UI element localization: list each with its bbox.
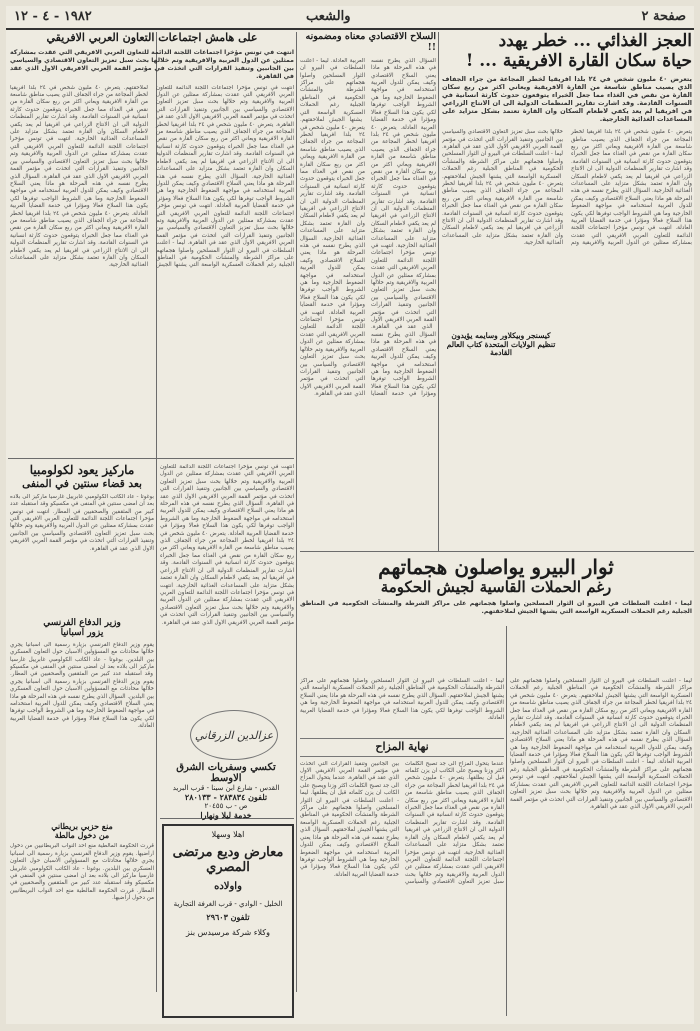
headline: نهاية المزاح [300,738,504,757]
body-text: انتهت في تونس مؤخرا اجتماعات اللجنة الدائمة للتعاون العربي الافريقي التي عقدت بمشاركة ممثلين عن الدول العربية والافريقية وتم خلالها بحث سبل تعزيز التعاون الاقتصادي والسياسي بين الجانبين وتنفيذ القرارات التي اتخذت في مؤتمر القمة العربي الافريقي الاول الذي عقد في القاهرة. [160,464,294,508]
body-text: انتهت في تونس مؤخرا اجتماعات اللجنة الدائمة للتعاون العربي الافريقي التي عقدت بمشاركة ممثلين عن الدول العربية والافريقية وتم خلالها بحث سبل تعزيز التعاون الاقتصادي والسياسي بين الجانبين وتنفيذ القرارات التي اتخذت في مؤتمر القمة العربي الافريقي الاول الذي عقد في القاهرة. [371,243,436,331]
column-divider [438,32,439,552]
article-spain-minister [10,618,154,818]
body-text: يتعرض ٤٠ مليون شخص في ٢٤ بلدا افريقيا لخطر المجاعة من جراء الجفاف الذي يصيب مناطق شاسعة من القارة الافريقية ويعاني اكثر من ربع سكان القارة من نقص في الغذاء مما جعل الخبراء يتوقعون حدوث كارثة انسانية في السنوات القادمة. وقد اشارت تقارير المنظمات الدولية الى ان الانتاج الزراعي في افريقيا لم يعد يكفي لاطعام السكان وان القارة تعتمد بشكل متزايد على المساعدات الغذائية الخارجية. [510,692,692,736]
ad-address: الخليل - الوادي - قرب الغرفة التجارية [173,900,283,908]
body-text: يقوم وزير الدفاع الفرنسي بزيارة رسمية الى اسبانيا يجري خلالها محادثات مع المسؤولين الاسبان حول التعاون العسكري بين البلدين. [10,678,154,700]
body-text: يتعرض ٤٠ مليون شخص في ٢٤ بلدا افريقيا لخطر المجاعة من جراء الجفاف الذي يصيب مناطق شاسعة من القارة الافريقية ويعاني اكثر من ربع سكان القارة من نقص في الغذاء مما جعل الخبراء يتوقعون حدوث كارثة انسانية في السنوات القادمة. وقد اشارت تقارير المنظمات الدولية الى ان الانتاج الزراعي في افريقيا لم يعد يكفي لاطعام السكان وان القارة تعتمد بشكل متزايد على المساعدات الغذائية الخارجية. [442,180,563,247]
article-intro: ليما - اعلنت السلطات في البيرو ان الثوار المسلحين واصلوا هجماتهم على مراكز الشرطة والمنشآت الحكومية في المناطق الجبلية رغم الحملات العسكرية الواسعة التي يشنها الجيش لملاحقتهم. [300,600,692,616]
body-text: قررت الحكومة المالطية منع احد النواب البريطانيين من دخول اراضيها. [10,887,154,902]
body-text: السؤال الذي يطرح نفسه في هذه المرحلة هو ماذا يعني السلاح الاقتصادي وكيف يمكن للدول العربية استخدامه في مواجهة الضغوط الخارجية وما هي الشروط الواجب توفرها لكي يكون هذا السلاح فعالا ومؤثرا في خدمة القضايا العربية العادلة. [300,827,399,878]
issue-date: ١٩٨٢ - ٤ - ١٢ [14,9,92,24]
body-text: انتهت في تونس مؤخرا اجتماعات اللجنة الدائمة للتعاون العربي الافريقي التي عقدت بمشاركة ممثلين عن الدول العربية والافريقية وتم خلالها بحث سبل تعزيز التعاون الاقتصادي والسياسي بين الجانبين وتنفيذ القرارات التي اتخذت في مؤتمر القمة العربي الافريقي الاول الذي عقد في القاهرة. [10,136,149,180]
body-text: السؤال الذي يطرح نفسه في هذه المرحلة هو ماذا يعني السلاح الاقتصادي وكيف يمكن للدول العربية استخدامه في مواجهة الضغوط الخارجية وما هي الشروط الواجب توفرها لكي يكون هذا السلاح فعالا ومؤثرا في خدمة القضايا العربية العادلة. [371,57,436,131]
body-text: انتهت في تونس مؤخرا اجتماعات اللجنة الدائمة للتعاون العربي الافريقي التي عقدت بمشاركة ممثلين عن الدول العربية والافريقية وتم خلالها بحث سبل تعزيز التعاون الاقتصادي والسياسي بين الجانبين وتنفيذ القرارات التي اتخذت في مؤتمر القمة العربي الافريقي الاول الذي عقد في القاهرة. [160,582,294,626]
ad-phone: تلفون ٢٩٦٠٣ [206,912,250,922]
body-text: ليما - اعلنت السلطات في البيرو ان الثوار المسلحين واصلوا هجماتهم على مراكز الشرطة والمنشآت الحكومية في المناطق الجبلية رغم الحملات العسكرية الواسعة التي يشنها الجيش لملاحقتهم. [510,678,692,699]
body-text: يتعرض ٤٠ مليون شخص في ٢٤ بلدا افريقيا لخطر المجاعة من جراء الجفاف الذي يصيب مناطق شاسعة من القارة الافريقية ويعاني اكثر من ربع سكان القارة من نقص في الغذاء مما جعل الخبراء يتوقعون حدوث كارثة انسانية في السنوات القادمة. وقد اشارت تقارير المنظمات الدولية الى ان الانتاج الزراعي في افريقيا لم يعد يكفي لاطعام السكان وان القارة تعتمد بشكل متزايد على المساعدات الغذائية الخارجية. [300,124,365,242]
body-text: السؤال الذي يطرح نفسه في هذه المرحلة هو ماذا يعني السلاح الاقتصادي وكيف يمكن للدول العربية استخدامه في مواجهة الضغوط الخارجية وما هي الشروط الواجب توفرها لكي يكون هذا السلاح فعالا ومؤثرا في خدمة القضايا العربية العادلة. [510,737,692,766]
body-text: يتعرض ٤٠ مليون شخص في ٢٤ بلدا افريقيا لخطر المجاعة من جراء الجفاف الذي يصيب مناطق شاسعة من القارة الافريقية ويعاني اكثر من ربع سكان القارة من نقص في الغذاء مما جعل الخبراء يتوقعون حدوث كارثة انسانية في السنوات القادمة. وقد اشارت تقارير المنظمات الدولية الى ان الانتاج الزراعي في افريقيا لم يعد يكفي لاطعام السكان وان القارة تعتمد بشكل متزايد على المساعدات الغذائية الخارجية. [156,121,294,180]
body-text: يتعرض ٤٠ مليون شخص في ٢٤ بلدا افريقيا لخطر المجاعة من جراء الجفاف الذي يصيب مناطق شاسعة من القارة الافريقية ويعاني اكثر من ربع سكان القارة من نقص في الغذاء مما جعل الخبراء يتوقعون حدوث كارثة انسانية في السنوات القادمة. وقد اشارت تقارير المنظمات الدولية الى ان الانتاج الزراعي في افريقيا لم يعد يكفي لاطعام السكان وان القارة تعتمد بشكل متزايد على المساعدات الغذائية الخارجية. [571,129,692,195]
body-text: السؤال الذي يطرح نفسه في هذه المرحلة هو ماذا يعني السلاح الاقتصادي وكيف يمكن للدول العربية استخدامه في مواجهة الضغوط الخارجية وما هي الشروط الواجب توفرها لكي يكون هذا السلاح فعالا ومؤثرا في خدمة القضايا العربية العادلة. [156,173,294,210]
body-text: يتعرض ٤٠ مليون شخص في ٢٤ بلدا افريقيا لخطر المجاعة من جراء الجفاف الذي يصيب مناطق شاسعة من القارة الافريقية ويعاني اكثر من ربع سكان القارة من نقص في الغذاء مما جعل الخبراء يتوقعون حدوث كارثة انسانية في السنوات القادمة. وقد اشارت تقارير المنظمات الدولية الى ان الانتاج الزراعي في افريقيا لم يعد يكفي لاطعام السكان وان القارة تعتمد بشكل متزايد على المساعدات الغذائية الخارجية. [10,210,148,269]
ad-service: خدمة ليلا ونهارا [200,810,252,820]
body-text: ليما - اعلنت السلطات في البيرو ان الثوار المسلحين واصلوا هجماتهم على مراكز الشرطة والمنشآت الحكومية في المناطق الجبلية رغم الحملات العسكرية الواسعة التي يشنها الجيش لملاحقتهم. [120,84,294,269]
section-divider [8,458,294,459]
ad-title: معارض وديع مرتضى المصري [172,845,284,875]
body-text: يقوم وزير الدفاع الفرنسي بزيارة رسمية الى اسبانيا يجري خلالها محادثات مع المسؤولين الاسبان حول التعاون العسكري بين البلدين. [10,641,154,663]
body-text: السؤال الذي يطرح نفسه في هذه المرحلة هو ماذا يعني السلاح الاقتصادي وكيف يمكن للدول العربية استخدامه في مواجهة الضغوط الخارجية وما هي الشروط الواجب توفرها لكي يكون هذا السلاح فعالا ومؤثرا في خدمة القضايا العربية العادلة. [571,188,692,232]
article-body [300,678,504,734]
headline: وزير الدفاع الفرنسي [43,618,121,628]
body-text: انتهت في تونس مؤخرا اجتماعات اللجنة الدائمة للتعاون العربي الافريقي التي عقدت بمشاركة ممثلين عن الدول العربية والافريقية وتم خلالها بحث سبل تعزيز التعاون الاقتصادي والسياسي بين الجانبين وتنفيذ القرارات التي اتخذت في مؤتمر القمة العربي الافريقي الاول الذي عقد في القاهرة. [10,508,154,552]
body-text: ليما - اعلنت السلطات في البيرو ان الثوار المسلحين واصلوا هجماتهم على مراكز الشرطة والمنشآت الحكومية في المناطق الجبلية رغم الحملات العسكرية الواسعة التي يشنها الجيش لملاحقتهم. [300,57,365,124]
newspaper-name: والشعب [306,9,351,24]
body-text: بوغوتا - عاد الكاتب الكولومبي غابرييل غارسيا ماركيز الى بلاده بعد ان امضى سنتين في المنفى في مكسيكو وقد استقبله عدد كبير من المثقفين والصحفيين في المطار. [10,656,154,678]
article-column [300,678,504,1018]
article-body [10,85,294,445]
headline: رغم الحملات القاسية لجيش الحكومة [380,578,612,596]
body-text: يتعرض ٤٠ مليون شخص في ٢٤ بلدا افريقيا لخطر المجاعة من جراء الجفاف الذي يصيب مناطق شاسعة من القارة الافريقية ويعاني اكثر من ربع سكان القارة من نقص في الغذاء مما جعل الخبراء يتوقعون حدوث كارثة انسانية في السنوات القادمة. وقد اشارت تقارير المنظمات الدولية الى ان الانتاج الزراعي في افريقيا لم يعد يكفي لاطعام السكان وان القارة تعتمد بشكل متزايد على المساعدات الغذائية الخارجية. [405,775,504,856]
headline: العجز الغذائي ... خطر يهدد [498,32,692,51]
article-body [300,761,504,1013]
headline: منع حزبي بريطاني [51,822,113,831]
body-text: يقوم وزير الدفاع الفرنسي بزيارة رسمية الى اسبانيا يجري خلالها محادثات مع المسؤولين الاسبان حول التعاون العسكري بين البلدين. [10,850,154,872]
column-divider [296,32,297,992]
body-text: انتهت في تونس مؤخرا اجتماعات اللجنة الدائمة للتعاون العربي الافريقي التي عقدت بمشاركة ممثلين عن الدول العربية والافريقية وتم خلالها بحث سبل تعزيز التعاون الاقتصادي والسياسي بين الجانبين وتنفيذ القرارات التي اتخذت في مؤتمر القمة العربي الافريقي الاول الذي عقد في القاهرة. [300,309,365,398]
body-text: السؤال الذي يطرح نفسه في هذه المرحلة هو ماذا يعني السلاح الاقتصادي وكيف يمكن للدول العربية استخدامه في مواجهة الضغوط الخارجية وما هي الشروط الواجب توفرها لكي يكون هذا السلاح فعالا ومؤثرا في خدمة القضايا العربية العادلة. [300,692,504,722]
body-text: انتهت في تونس مؤخرا اجتماعات اللجنة الدائمة للتعاون العربي الافريقي التي عقدت بمشاركة ممثلين عن الدول العربية والافريقية وتم خلالها بحث سبل تعزيز التعاون الاقتصادي والسياسي بين الجانبين وتنفيذ القرارات التي اتخذت في مؤتمر القمة العربي الافريقي الاول الذي عقد في القاهرة. [510,774,692,810]
ad-title: تكسي وسفريات الشرق الاوسط [176,762,276,784]
article-intro: انتهت في تونس مؤخرا اجتماعات اللجنة الدائمة للتعاون العربي الافريقي التي عقدت بمشاركة ممثلين عن الدول العربية والافريقية وتم خلالها بحث سبل تعزيز التعاون الاقتصادي والسياسي بين الجانبين وتنفيذ القرارات التي اتخذت في مؤتمر القمة العربي الافريقي الاول الذي عقد في القاهرة. [10,48,294,80]
ad-welcome: اهلا وسهلا [211,830,245,839]
body-text: قررت الحكومة المالطية منع احد النواب البريطانيين من دخول اراضيها. [10,843,154,857]
body-text: السؤال الذي يطرح نفسه في هذه المرحلة هو ماذا يعني السلاح الاقتصادي وكيف يمكن للدول العربية استخدامه في مواجهة الضغوط الخارجية وما هي الشروط الواجب توفرها لكي يكون هذا السلاح فعالا ومؤثرا في خدمة القضايا العربية العادلة. [328,57,436,398]
article-british-ban [10,822,154,1018]
article-body [160,464,294,704]
page-number: صفحة ٢ [641,9,686,24]
body-text: انتهت في تونس مؤخرا اجتماعات اللجنة الدائمة للتعاون العربي الافريقي التي عقدت بمشاركة ممثلين عن الدول العربية والافريقية وتم خلالها بحث سبل تعزيز التعاون الاقتصادي والسياسي بين الجانبين وتنفيذ القرارات التي اتخذت في مؤتمر القمة العربي الافريقي الاول الذي عقد في القاهرة. [156,84,294,128]
headline: حياة سكان القارة الافريقية ... ! [465,50,692,71]
body-text: ليما - اعلنت السلطات في البيرو ان الثوار المسلحين واصلوا هجماتهم على مراكز الشرطة والمنشآت الحكومية في المناطق الجبلية رغم الحملات العسكرية الواسعة التي يشنها الجيش لملاحقتهم. [300,678,504,699]
page-header [6,6,694,30]
newspaper-page [6,6,694,1024]
stamp-text: عزالدين الزرقاني [194,728,274,742]
body-text: السؤال الذي يطرح نفسه في هذه المرحلة هو ماذا يعني السلاح الاقتصادي وكيف يمكن للدول العربية استخدامه في مواجهة الضغوط الخارجية وما هي الشروط الواجب توفرها لكي يكون هذا السلاح فعالا ومؤثرا في خدمة القضايا العربية العادلة. [10,693,154,730]
body-text: بوغوتا - عاد الكاتب الكولومبي غابرييل غارسيا ماركيز الى بلاده بعد ان امضى سنتين في المنفى في مكسيكو وقد استقبله عدد كبير من المثقفين والصحفيين في المطار. [10,865,154,894]
article-body [10,494,154,604]
article-peru-body [510,678,692,1018]
body-text: ليما - اعلنت السلطات في البيرو ان الثوار المسلحين واصلوا هجماتهم على مراكز الشرطة والمنشآت الحكومية في المناطق الجبلية رغم الحملات العسكرية الواسعة التي يشنها الجيش لملاحقتهم. [300,790,399,834]
article-food-crisis [442,32,692,550]
article-intro: يتعرض ٤٠ مليون شخص في ٢٤ بلدا افريقيا لخطر المجاعة من جراء الجفاف الذي يصيب مناطق شاسعة من القارة الافريقية ويعاني اكثر من ربع سكان القارة من نقص في الغذاء مما جعل الخبراء يتوقعون حدوث كارثة انسانية في السنوات القادمة. وقد اشارت تقارير المنظمات الدولية الى ان الانتاج الزراعي في افريقيا لم يعد يكفي لاطعام السكان وان القارة تعتمد بشكل متزايد على المساعدات الغذائية الخارجية. [442,75,692,124]
article-body [300,58,436,548]
body-text: السؤال الذي يطرح نفسه في هذه المرحلة هو ماذا يعني السلاح الاقتصادي وكيف يمكن للدول العربية استخدامه في مواجهة الضغوط الخارجية وما هي الشروط الواجب توفرها لكي يكون هذا السلاح فعالا ومؤثرا في خدمة القضايا العربية العادلة. [10,173,148,217]
headline: من دخول مالطة [54,830,110,841]
body-text: يتعرض ٤٠ مليون شخص في ٢٤ بلدا افريقيا لخطر المجاعة من جراء الجفاف الذي يصيب مناطق شاسعة من القارة الافريقية ويعاني اكثر من ربع سكان القارة من نقص في الغذاء مما جعل الخبراء يتوقعون حدوث كارثة انسانية في السنوات القادمة. وقد اشارت تقارير المنظمات الدولية الى ان الانتاج الزراعي في افريقيا لم يعد يكفي لاطعام السكان وان القارة تعتمد بشكل متزايد على المساعدات الغذائية الخارجية. [10,84,148,143]
article-arms-economy [300,32,436,550]
article-arab-cooperation [10,32,294,456]
headline: بعد قضاء سنتين في المنفى [22,477,142,490]
subheadline: كيسنجر وبيكلاور وسايمه يؤيدون تنظيم الولايات المتحدة كتاب العالم القادمة [446,331,556,358]
headline: ماركيز يعود لكولومبيا [29,464,135,477]
article-body [10,642,154,812]
body-text: السؤال الذي يطرح نفسه في هذه المرحلة هو ماذا يعني السلاح الاقتصادي وكيف يمكن للدول العربية استخدامه في مواجهة الضغوط الخارجية وما هي الشروط الواجب توفرها لكي يكون هذا السلاح فعالا ومؤثرا في خدمة القضايا العربية العادلة. [160,501,294,537]
headline: يزور اسبانيا [60,628,104,639]
body-text: ليما - اعلنت السلطات في البيرو ان الثوار المسلحين واصلوا هجماتهم على مراكز الشرطة والمنشآت الحكومية في المناطق الجبلية رغم الحملات العسكرية الواسعة التي يشنها الجيش لملاحقتهم. [442,151,563,180]
headline: ثوار البيرو يواصلون هجماتهم [378,556,614,579]
ad-phone: تلفون ٢٨٣٨٣٤ - ٢٨٠١٣٣ [184,792,268,802]
ad-taxi [162,762,290,820]
article-body [510,678,692,1018]
article-continued [160,464,294,704]
column-divider [506,626,507,1016]
article-body [10,843,154,1013]
body-text: يتعرض ٤٠ مليون شخص في ٢٤ بلدا افريقيا لخطر المجاعة من جراء الجفاف الذي يصيب مناطق شاسعة من القارة الافريقية ويعاني اكثر من ربع سكان القارة من نقص في الغذاء مما جعل الخبراء يتوقعون حدوث كارثة انسانية في السنوات القادمة. وقد اشارت تقارير المنظمات الدولية الى ان الانتاج الزراعي في افريقيا لم يعد يكفي لاطعام السكان وان القارة تعتمد بشكل متزايد على المساعدات الغذائية الخارجية. [160,530,294,589]
ad-showroom [162,824,294,1018]
body-text: انتهت في تونس مؤخرا اجتماعات اللجنة الدائمة للتعاون العربي الافريقي التي عقدت بمشاركة ممثلين عن الدول العربية والافريقية وتم خلالها بحث سبل تعزيز التعاون الاقتصادي والسياسي بين الجانبين وتنفيذ القرارات التي اتخذت في مؤتمر القمة العربي الافريقي الاول الذي عقد في القاهرة. [442,129,692,247]
ad-agent: وكلاء شركة مرسيدس بنز [186,928,270,937]
body-text: بوغوتا - عاد الكاتب الكولومبي غابرييل غارسيا ماركيز الى بلاده بعد ان امضى سنتين في المنفى في مكسيكو وقد استقبله عدد كبير من المثقفين والصحفيين في المطار. [10,493,154,515]
article-body [442,129,692,429]
body-text: انتهت في تونس مؤخرا اجتماعات اللجنة الدائمة للتعاون العربي الافريقي التي عقدت بمشاركة ممثلين عن الدول العربية والافريقية وتم خلالها بحث سبل تعزيز التعاون الاقتصادي والسياسي بين الجانبين وتنفيذ القرارات التي اتخذت في مؤتمر القمة العربي الافريقي الاول الذي عقد في القاهرة. [300,760,504,886]
ad-address: القدس - شارع ابن سينا - قرب البريد [172,784,280,792]
body-text: يتعرض ٤٠ مليون شخص في ٢٤ بلدا افريقيا لخطر المجاعة من جراء الجفاف الذي يصيب مناطق شاسعة من القارة الافريقية ويعاني اكثر من ربع سكان القارة من نقص في الغذاء مما جعل الخبراء يتوقعون حدوث كارثة انسانية في السنوات القادمة. وقد اشارت تقارير المنظمات الدولية الى ان الانتاج الزراعي في افريقيا لم يعد يكفي لاطعام السكان وان القارة تعتمد بشكل متزايد على المساعدات الغذائية الخارجية. [371,124,436,249]
body-text: ليما - اعلنت السلطات في البيرو ان الثوار المسلحين واصلوا هجماتهم على مراكز الشرطة والمنشآت الحكومية في المناطق الجبلية رغم الحملات العسكرية الواسعة التي يشنها الجيش لملاحقتهم. [510,759,692,781]
section-divider [300,551,694,552]
headline: على هامش اجتماعات التعاون العربي الافريقي [46,32,258,44]
body-text: السؤال الذي يطرح نفسه في هذه المرحلة هو ماذا يعني السلاح الاقتصادي وكيف يمكن للدول العربية استخدامه في مواجهة الضغوط الخارجية وما هي الشروط الواجب توفرها لكي يكون هذا السلاح فعالا ومؤثرا في خدمة القضايا العربية العادلة. [300,235,365,316]
headline: السلاح الاقتصادي معناه ومضمونه !! [305,32,436,53]
ad-pobox: ص - ب ٢٠٤٥٥ [204,802,248,810]
body-text: عندما يتحول المزاح الى جد تصبح الكلمات اكثر وزنا ويصبح على الكاتب ان يزن كلماته قبل ان يطلقها. [405,760,504,782]
ad-subtitle: واولاده [214,881,242,892]
author-signature-stamp [190,710,278,760]
article-marquez [10,464,154,614]
body-text: عندما يتحول المزاح الى جد تصبح الكلمات اكثر وزنا ويصبح على الكاتب ان يزن كلماته قبل ان يطلقها. [300,775,399,797]
body-text: انتهت في تونس مؤخرا اجتماعات اللجنة الدائمة للتعاون العربي الافريقي التي عقدت بمشاركة ممثلين عن الدول العربية والافريقية وتم خلالها بحث سبل تعزيز التعاون الاقتصادي والسياسي بين الجانبين وتنفيذ القرارات التي اتخذت في مؤتمر القمة العربي الافريقي الاول الذي عقد في القاهرة. [156,203,294,247]
article-peru [300,556,692,676]
